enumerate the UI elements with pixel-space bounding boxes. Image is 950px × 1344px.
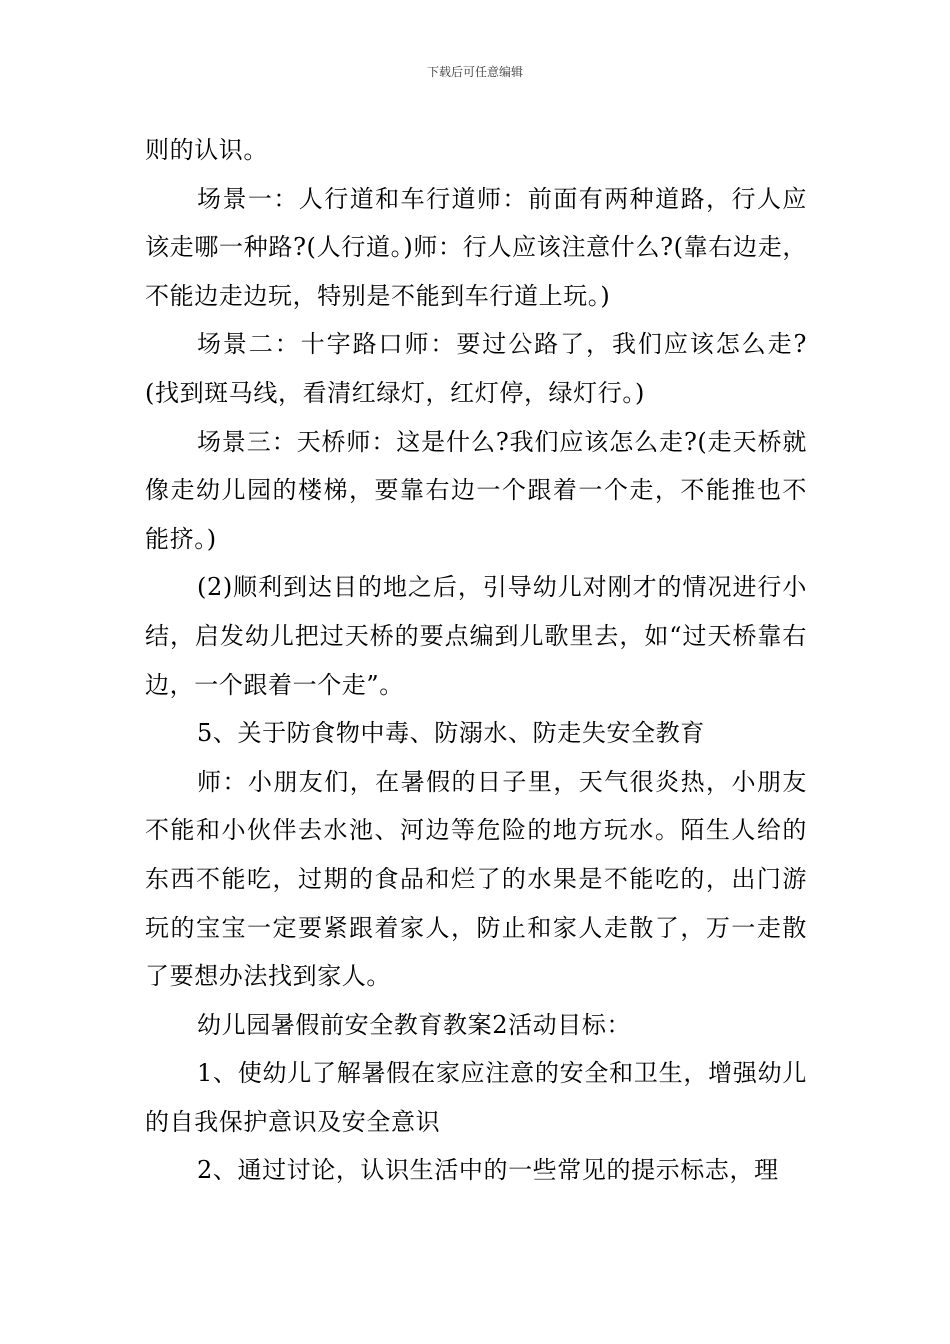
list-item: 2、通过讨论，认识生活中的一些常见的提示标志，理 (197, 1156, 779, 1185)
page-header: 下载后可任意编辑 (426, 65, 523, 79)
list-item: 1、使幼儿了解暑假在家应注意的安全和卫生，增强幼儿的自我保护意识及安全意识 (145, 1059, 807, 1136)
paragraph: (2)顺利到达目的地之后，引导幼儿对刚才的情况进行小结，启发幼儿把过天桥的要点编到儿歌里去，如“过天桥靠右边，一个跟着一个走”。 (145, 573, 807, 699)
paragraph: 师：小朋友们，在暑假的日子里，天气很炎热，小朋友不能和小伙伴去水池、河边等危险的地方玩水。陌生人给的东西不能吃，过期的食品和烂了的水果是不能吃的，出门游玩的宝宝一定要紧跟着家人，防止和家人走散了，万一走散了要想办法找到家人。 (145, 767, 807, 991)
section-heading: 5、关于防食物中毒、防溺水、防走失安全教育 (197, 719, 705, 748)
paragraph: 场景二：十字路口师：要过公路了，我们应该怎么走?(找到斑马线，看清红绿灯，红灯停，绿灯行。) (145, 330, 807, 407)
paragraph: 场景一：人行道和车行道师：前面有两种道路，行人应该走哪一种路?(人行道。)师：行人应该注意什么?(靠右边走，不能边走边玩，特别是不能到车行道上玩。) (145, 184, 807, 310)
section-heading: 幼儿园暑假前安全教育教案2活动目标： (197, 1010, 632, 1039)
document-body (145, 126, 807, 1195)
paragraph: 则的认识。 (145, 136, 268, 164)
paragraph: 场景三：天桥师：这是什么?我们应该怎么走?(走天桥就像走幼儿园的楼梯，要靠右边一个跟着一个走，不能推也不能挤。) (145, 427, 807, 553)
